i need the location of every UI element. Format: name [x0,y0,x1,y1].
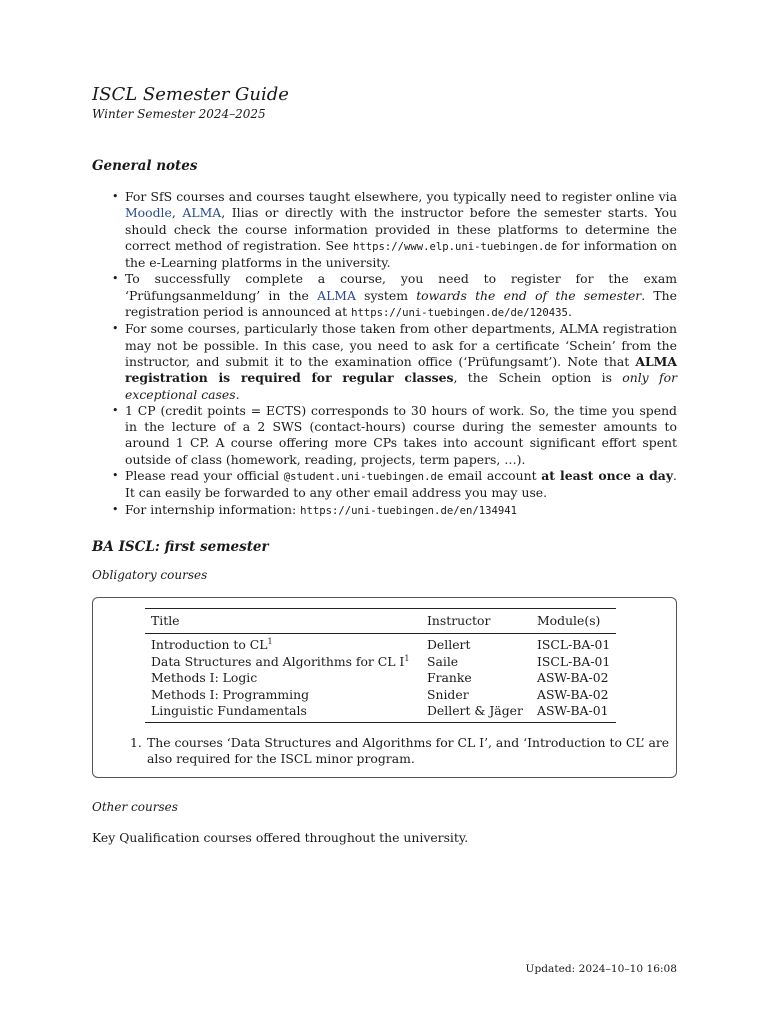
note-email: • Please read your official @student.uni-tuebingen.de email account at least once a day. It can easily be forwarded to any other email address you may use. [92,468,677,502]
key-qualification-text: Key Qualification courses offered throughout the university. [92,829,469,845]
table-header-row [145,608,616,633]
course-module: ASW-BA-02 [537,670,609,686]
course-module: ASW-BA-02 [537,686,609,702]
col-modules-header: Module(s) [531,608,616,633]
course-title: Introduction to $CL^1$ [151,636,273,652]
footnote-number: 1. [130,734,142,750]
note-registration: • For SfS courses and courses taught elsewhere, you typically need to register online via Moodle, ALMA, Ilias or directly with the instructor before the semester starts. You should check the course information provided in these platforms to determine the correct method of registration. See https://www.elp.uni-tuebingen.de for information on the e-Learning platforms in the university. [92,189,677,271]
course-title: Linguistic Fundamentals [145,703,421,722]
note-internship: • For internship information: https://uni-tuebingen.de/en/134941 [92,502,677,519]
table-row [145,703,616,722]
document-page [92,84,677,846]
course-instructor: Dellert & Jäger [421,703,531,722]
col-instructor-header: Instructor [421,608,531,633]
other-courses-heading: Other courses [92,799,178,814]
elp-url-link[interactable]: https://www.elp.uni-tuebingen.de [353,240,558,253]
course-module: ISCL-BA-01 [537,636,611,652]
course-instructor: Dellert [427,636,471,652]
ba-iscl-heading: BA ISCL: first semester [92,538,269,555]
document-subtitle: Winter Semester 2024–2025 [92,107,266,121]
obligatory-courses-box [92,597,677,778]
courses-table [145,608,616,723]
note-schein: • For some courses, particularly those taken from other departments, ALMA registration may not be possible. In this case, you need to ask for a certificate ‘Schein’ from the instructor, and submit it to the examination office (‘Prüfungsamt’). Note that ALMA registration is required for regular classes, the Schein option is only for exceptional cases. [92,321,677,402]
course-module: ASW-BA-01 [531,703,616,722]
alma-link[interactable]: ALMA [182,205,222,221]
footnote-item [120,735,670,768]
document-title: ISCL Semester Guide [92,84,289,105]
course-module: ISCL-BA-01 [537,653,611,669]
course-instructor: Saile [427,653,459,669]
alma-link-2[interactable]: ALMA [317,287,356,303]
table-row [145,654,616,671]
col-title-header: Title [145,608,421,633]
footnote-text: The courses ‘Data Structures and Algorithms for CL I’, and ‘Introduction to CL’ are also required for the ISCL minor program. [147,734,670,767]
course-title: Methods I: Programming [151,686,310,702]
footnote-marker: 1 [404,653,410,663]
student-email-domain: @student.uni-tuebingen.de [283,471,444,484]
obligatory-courses-heading: Obligatory courses [92,567,208,582]
moodle-link[interactable]: Moodle [125,205,172,221]
exam-registration-url-link[interactable]: https://uni-tuebingen.de/de/120435 [351,307,568,320]
table-row [145,687,616,704]
course-instructor: Snider [427,686,469,702]
note-credit-points: • 1 CP (credit points = ECTS) corresponds to 30 hours of work. So, the time you spend in the lecture of a 2 SWS (contact-hours) course during the semester amounts to around 1 CP. A course offering more CPs takes into account significant effort spent outside of class (homework, reading, projects, term papers, …). [92,403,677,468]
course-title: Data Structures and Algorithms for CL $I^1$ [151,653,410,669]
table-footnotes [120,735,670,768]
course-title: Methods I: Logic [151,670,258,686]
note-exam-registration: • To successfully complete a course, you need to register for the exam ‘Prüfungsanmeldung’ in the ALMA system towards the end of the semester. The registration period is announced at https://uni-tuebingen.de/de/120435. [92,271,677,321]
table-row [145,633,616,653]
general-notes-heading: General notes [92,158,198,174]
table-row [145,670,616,687]
internship-url-link[interactable]: https://uni-tuebingen.de/en/134941 [300,504,517,517]
updated-timestamp: Updated: 2024–10–10 16:08 [525,963,677,975]
general-notes-list [92,189,677,519]
course-instructor: Franke [427,670,472,686]
footnote-marker: 1 [267,636,273,646]
